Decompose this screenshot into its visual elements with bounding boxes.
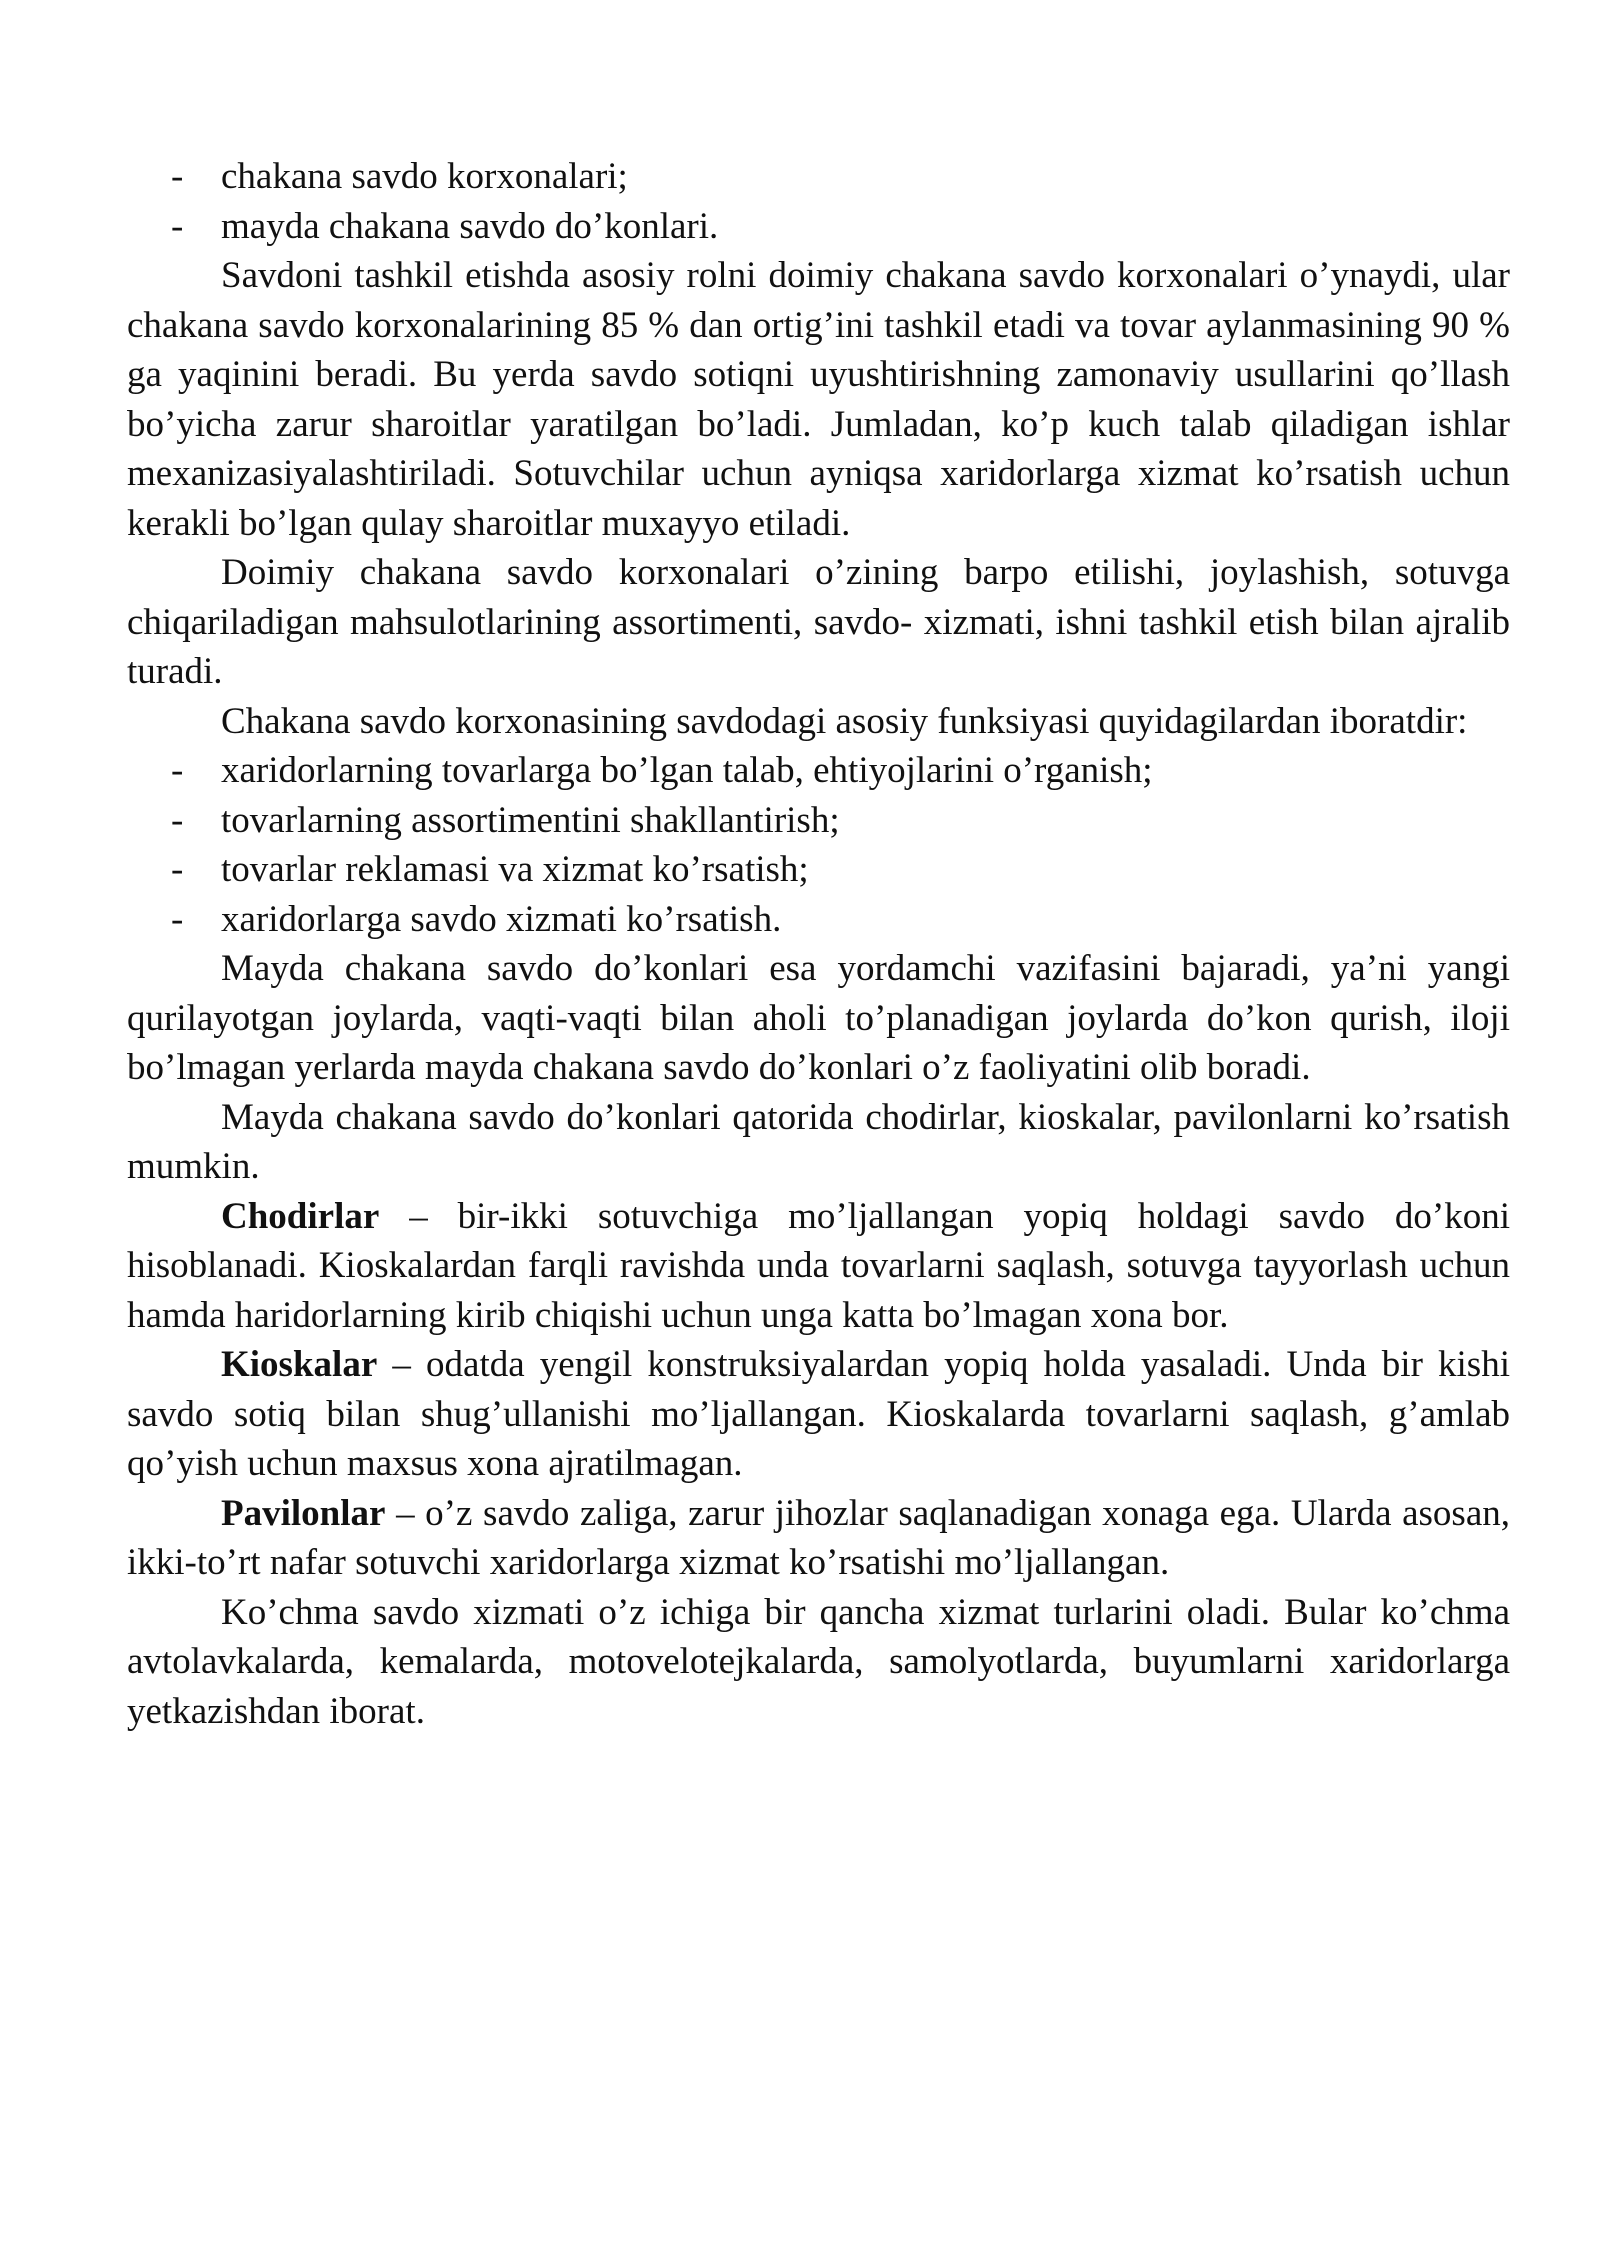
- list-item-text: tovarlar reklamasi va xizmat ko’rsatish;: [221, 849, 809, 890]
- paragraph-mobile-trade: Ko’chma savdo xizmati o’z ichiga bir qancha xizmat turlarini oladi. Bular ko’chma avtolavkalarda, kemalarda, motovelotejkalarda, samolyotlarda, buyumlarni xaridorlarga yetkazishdan iborat.: [127, 1591, 1510, 1732]
- bullet-dash: -: [171, 898, 184, 940]
- term-kioskalar: Kioskalar: [221, 1344, 378, 1385]
- list-item: [127, 796, 1510, 846]
- paragraph-kioskalar: [127, 1340, 1510, 1489]
- list-item: [127, 202, 1510, 252]
- list-item-text: tovarlarning assortimentini shakllantirish;: [221, 799, 840, 841]
- paragraph-retail-role: Savdoni tashkil etishda asosiy rolni doimiy chakana savdo korxonalari o’ynaydi, ular chakana savdo korxonalarining 85 % dan ortig’ini tashkil etadi va tovar aylanmasining 90 % ga yaqinini beradi. Bu yerda savdo sotiqni uyushtirishning zamonaviy usullarini qo’llash bo’yicha zarur sharoitlar yaratilgan bo’ladi. Jumladan, ko’p kuch talab qiladigan ishlar mexanizasiyalashtiriladi. Sotuvchilar uchun ayniqsa xaridorlarga xizmat ko’rsatish uchun kerakli bo’lgan qulay sharoitlar muxayyo etiladi.: [127, 255, 1510, 544]
- list-item-text: mayda chakana savdo do’konlari.: [221, 205, 719, 247]
- bullet-dash: -: [171, 750, 184, 791]
- list-item: [127, 845, 1510, 895]
- definition-pavilonlar: – o’z savdo zaliga, zarur jihozlar saqlanadigan xonaga ega. Ularda asosan, ikki-to’rt nafar sotuvchi xaridorlarga xizmat ko’rsatishi mo’ljallangan.: [127, 1492, 1510, 1583]
- paragraph-small-shop-types: Mayda chakana savdo do’konlari qatorida chodirlar, kioskalar, pavilonlarni ko’rsatish mumkin.: [127, 1096, 1510, 1187]
- bullet-dash: -: [171, 205, 184, 247]
- bullet-dash: -: [171, 849, 184, 890]
- list-item: [127, 746, 1510, 796]
- paragraph-chodirlar: [127, 1192, 1510, 1341]
- paragraph-permanent-stores: Doimiy chakana savdo korxonalari o’zining barpo etilishi, joylashish, sotuvga chiqariladigan mahsulotlarining assortimenti, savdo- xizmati, ishni tashkil etish bilan ajralib turadi.: [127, 552, 1510, 692]
- paragraph-small-shops: Mayda chakana savdo do’konlari esa yordamchi vazifasini bajaradi, ya’ni yangi qurilayotgan joylarda, vaqti-vaqti bilan aholi to’planadigan joylarda do’kon qurish, iloji bo’lmagan yerlarda mayda chakana savdo do’konlari o’z faoliyatini olib boradi.: [127, 948, 1510, 1088]
- list-item: [127, 152, 1510, 202]
- document-page: [127, 152, 1510, 1736]
- definition-kioskalar: – odatda yengil konstruksiyalardan yopiq holda yasaladi. Unda bir kishi savdo sotiq bilan shug’ullanishi mo’ljallangan. Kioskalarda tovarlarni saqlash, g’amlab qo’yish uchun maxsus xona ajratilmagan.: [127, 1344, 1510, 1484]
- definition-chodirlar: – bir-ikki sotuvchiga mo’ljallangan yopiq holdagi savdo do’koni hisoblanadi. Kioskalardan farqli ravishda unda tovarlarni saqlash, sotuvga tayyorlash uchun hamda haridorlarning kirib chiqishi uchun unga katta bo’lmagan xona bor.: [127, 1195, 1510, 1336]
- list-item-text: xaridorlarning tovarlarga bo’lgan talab, ehtiyojlarini o’rganish;: [221, 750, 1153, 791]
- list-item-text: chakana savdo korxonalari;: [221, 156, 628, 197]
- paragraph-functions-intro: Chakana savdo korxonasining savdodagi asosiy funksiyasi quyidagilardan iboratdir:: [221, 700, 1468, 742]
- term-pavilonlar: Pavilonlar: [221, 1492, 386, 1534]
- paragraph-pavilonlar: [127, 1489, 1510, 1588]
- list-item: [127, 895, 1510, 945]
- bullet-dash: -: [171, 156, 184, 197]
- bullet-dash: -: [171, 799, 184, 841]
- list-item-text: xaridorlarga savdo xizmati ko’rsatish.: [221, 898, 782, 940]
- term-chodirlar: Chodirlar: [221, 1195, 380, 1237]
